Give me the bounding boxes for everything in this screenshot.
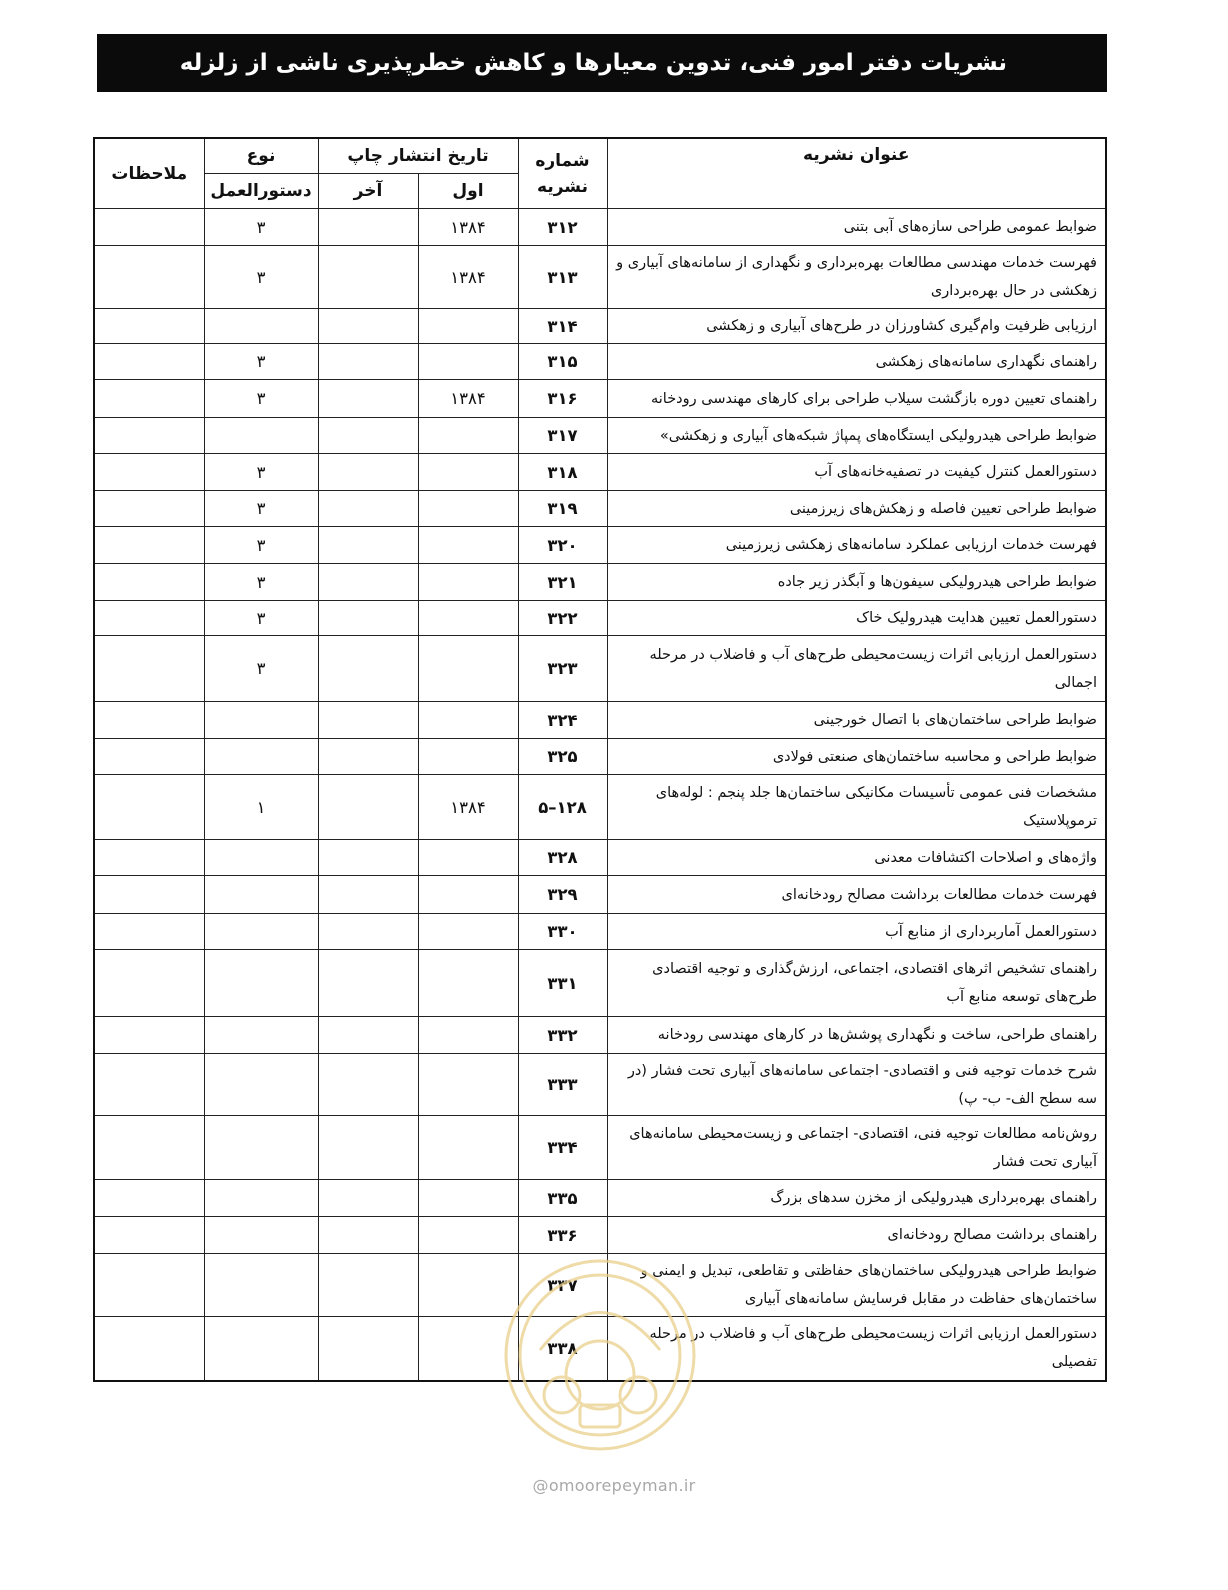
row-first-print-cell [418, 1116, 518, 1180]
row-title-cell: راهنمای برداشت مصالح رودخانه‌ای [607, 1217, 1106, 1254]
row-remarks-cell [94, 876, 204, 914]
table-row [94, 775, 1106, 840]
row-title-cell: ضوابط طراحی هیدرولیکی ساختمان‌های حفاظتی و تقاطعی، تبدیل و ایمنی و ساختمان‌های حفاظت در مقابل فرسایش سامانه‌های آبیاری [607, 1254, 1106, 1317]
row-last-print-cell [318, 491, 418, 527]
row-last-print-cell [318, 418, 418, 454]
row-last-print-cell [318, 702, 418, 739]
row-remarks-cell [94, 775, 204, 840]
row-last-print-cell [318, 246, 418, 309]
row-first-print-cell: ۱۳۸۴ [418, 246, 518, 309]
table-row [94, 950, 1106, 1017]
row-title-cell: فهرست خدمات ارزیابی عملکرد سامانه‌های زهکشی زیرزمینی [607, 527, 1106, 564]
row-number-cell: ۳۱۸ [518, 454, 607, 491]
row-title-cell: روش‌نامه مطالعات توجیه فنی، اقتصادی- اجتماعی و زیست‌محیطی سامانه‌های آبیاری تحت فشار [607, 1116, 1106, 1180]
row-type-cell [204, 914, 318, 950]
row-first-print-cell [418, 491, 518, 527]
row-title-cell: ضوابط طراحی هیدرولیکی سیفون‌ها و آبگذر زیر جاده [607, 564, 1106, 601]
row-remarks-cell [94, 1317, 204, 1381]
row-last-print-cell [318, 1116, 418, 1180]
row-type-cell: ۳ [204, 491, 318, 527]
table-row [94, 702, 1106, 739]
row-remarks-cell [94, 380, 204, 418]
row-title-cell: راهنمای طراحی، ساخت و نگهداری پوشش‌ها در کارهای مهندسی رودخانه [607, 1017, 1106, 1054]
column-header-number-line2: نشریه [537, 176, 588, 197]
row-title-cell: دستورالعمل ارزیابی اثرات زیست‌محیطی طرح‌های آب و فاضلاب در مرحله تفصیلی [607, 1317, 1106, 1381]
table-row [94, 601, 1106, 636]
column-header-date-group: تاریخ انتشار چاپ [318, 138, 518, 174]
row-type-cell: ۳ [204, 380, 318, 418]
row-title-cell: دستورالعمل تعیین هدایت هیدرولیک خاک [607, 601, 1106, 636]
row-remarks-cell [94, 636, 204, 702]
row-last-print-cell [318, 914, 418, 950]
row-remarks-cell [94, 950, 204, 1017]
row-type-cell [204, 1017, 318, 1054]
row-last-print-cell [318, 1317, 418, 1381]
row-title-cell: شرح خدمات توجیه فنی و اقتصادی- اجتماعی سامانه‌های آبیاری تحت فشار (در سه سطح الف- ب- پ) [607, 1054, 1106, 1116]
row-first-print-cell [418, 840, 518, 876]
row-number-cell: ۳۲۸ [518, 840, 607, 876]
column-header-remarks: ملاحظات [94, 138, 204, 209]
row-first-print-cell [418, 1180, 518, 1217]
row-last-print-cell [318, 527, 418, 564]
row-title-cell: ضوابط طراحی تعیین فاصله و زهکش‌های زیرزمینی [607, 491, 1106, 527]
row-number-cell: ۳۲۹ [518, 876, 607, 914]
table-row [94, 209, 1106, 246]
row-title-cell: ضوابط عمومی طراحی سازه‌های آبی بتنی [607, 209, 1106, 246]
row-remarks-cell [94, 1017, 204, 1054]
footer-website: @omoorepeyman.ir [532, 1476, 696, 1495]
row-remarks-cell [94, 601, 204, 636]
row-remarks-cell [94, 914, 204, 950]
table-row [94, 636, 1106, 702]
table-row [94, 418, 1106, 454]
table-row [94, 246, 1106, 309]
column-header-type-line1: نوع [204, 138, 318, 174]
table-row [94, 344, 1106, 380]
row-title-cell: دستورالعمل آماربرداری از منابع آب [607, 914, 1106, 950]
row-remarks-cell [94, 1054, 204, 1116]
row-last-print-cell [318, 739, 418, 775]
row-number-cell: ۳۱۷ [518, 418, 607, 454]
table-row [94, 309, 1106, 344]
row-remarks-cell [94, 702, 204, 739]
table-row [94, 380, 1106, 418]
row-type-cell [204, 1180, 318, 1217]
row-title-cell: دستورالعمل کنترل کیفیت در تصفیه‌خانه‌های آب [607, 454, 1106, 491]
row-last-print-cell [318, 380, 418, 418]
row-first-print-cell [418, 601, 518, 636]
row-title-cell: فهرست خدمات مهندسی مطالعات بهره‌برداری و نگهداری از سامانه‌های آبیاری و زهکشی در حال بهره‌برداری [607, 246, 1106, 309]
row-remarks-cell [94, 344, 204, 380]
table-row [94, 1116, 1106, 1180]
row-first-print-cell [418, 454, 518, 491]
row-number-cell: ۳۲۵ [518, 739, 607, 775]
row-remarks-cell [94, 209, 204, 246]
row-type-cell: ۳ [204, 209, 318, 246]
table-row [94, 1054, 1106, 1116]
row-first-print-cell [418, 309, 518, 344]
row-title-cell: مشخصات فنی عمومی تأسیسات مکانیکی ساختمان‌ها جلد پنجم : لوله‌های ترموپلاستیک [607, 775, 1106, 840]
row-type-cell [204, 840, 318, 876]
row-number-cell: ۳۱۲ [518, 209, 607, 246]
row-last-print-cell [318, 775, 418, 840]
row-remarks-cell [94, 1254, 204, 1317]
row-first-print-cell [418, 527, 518, 564]
row-title-cell: ضوابط طراحی هیدرولیکی ایستگاه‌های پمپاژ شبکه‌های آبیاری و زهکشی» [607, 418, 1106, 454]
row-title-cell: راهنمای بهره‌برداری هیدرولیکی از مخزن سدهای بزرگ [607, 1180, 1106, 1217]
table-row [94, 491, 1106, 527]
row-last-print-cell [318, 601, 418, 636]
row-last-print-cell [318, 876, 418, 914]
row-type-cell [204, 739, 318, 775]
row-first-print-cell [418, 1054, 518, 1116]
table-row [94, 1017, 1106, 1054]
row-number-cell: ۳۲۰ [518, 527, 607, 564]
column-header-title: عنوان نشریه [607, 138, 1106, 209]
row-number-cell: ۳۳۸ [518, 1317, 607, 1381]
watermark-logo [500, 1255, 700, 1455]
row-first-print-cell [418, 636, 518, 702]
row-type-cell: ۳ [204, 636, 318, 702]
row-type-cell: ۳ [204, 527, 318, 564]
row-last-print-cell [318, 309, 418, 344]
row-first-print-cell: ۱۳۸۴ [418, 380, 518, 418]
row-number-cell: ۳۲۲ [518, 601, 607, 636]
column-header-date-first: اول [418, 174, 518, 209]
table-header [94, 138, 1106, 209]
row-type-cell [204, 1217, 318, 1254]
row-last-print-cell [318, 1017, 418, 1054]
row-first-print-cell [418, 418, 518, 454]
table-row [94, 914, 1106, 950]
row-title-cell: واژه‌های و اصلاحات اکتشافات معدنی [607, 840, 1106, 876]
row-first-print-cell: ۱۳۸۴ [418, 775, 518, 840]
row-type-cell: ۱ [204, 775, 318, 840]
row-first-print-cell [418, 876, 518, 914]
row-remarks-cell [94, 1217, 204, 1254]
row-remarks-cell [94, 564, 204, 601]
row-number-cell: ۳۱۹ [518, 491, 607, 527]
row-first-print-cell [418, 344, 518, 380]
row-title-cell: راهنمای تعیین دوره بازگشت سیلاب طراحی برای کارهای مهندسی رودخانه [607, 380, 1106, 418]
row-last-print-cell [318, 1217, 418, 1254]
row-title-cell: فهرست خدمات مطالعات برداشت مصالح رودخانه‌ای [607, 876, 1106, 914]
row-number-cell: ۳۱۵ [518, 344, 607, 380]
row-last-print-cell [318, 344, 418, 380]
row-type-cell [204, 876, 318, 914]
row-last-print-cell [318, 209, 418, 246]
row-last-print-cell [318, 454, 418, 491]
row-title-cell: ضوابط طراحی و محاسبه ساختمان‌های صنعتی فولادی [607, 739, 1106, 775]
row-last-print-cell [318, 1180, 418, 1217]
row-last-print-cell [318, 1054, 418, 1116]
row-last-print-cell [318, 564, 418, 601]
column-header-number-line1: شماره [535, 150, 590, 171]
row-type-cell [204, 309, 318, 344]
row-last-print-cell [318, 1254, 418, 1317]
column-header-type-line2: دستورالعمل [204, 174, 318, 209]
column-header-number [518, 138, 607, 209]
row-last-print-cell [318, 636, 418, 702]
row-last-print-cell [318, 950, 418, 1017]
table-row [94, 1217, 1106, 1254]
row-number-cell: ۳۳۴ [518, 1116, 607, 1180]
row-number-cell: ۳۳۱ [518, 950, 607, 1017]
row-number-cell: ۳۳۰ [518, 914, 607, 950]
page-title: نشریات دفتر امور فنی، تدوین معیارها و کاهش خطرپذیری ناشی از زلزله [179, 50, 1007, 76]
row-type-cell: ۳ [204, 454, 318, 491]
row-remarks-cell [94, 454, 204, 491]
row-title-cell: راهنمای تشخیص اثرهای اقتصادی، اجتماعی، ارزش‌گذاری و توجیه اقتصادی طرح‌های توسعه منابع آب [607, 950, 1106, 1017]
row-remarks-cell [94, 840, 204, 876]
row-type-cell: ۳ [204, 246, 318, 309]
row-number-cell: ۳۲۳ [518, 636, 607, 702]
row-remarks-cell [94, 418, 204, 454]
row-title-cell: ارزیابی ظرفیت وام‌گیری کشاورزان در طرح‌های آبیاری و زهکشی [607, 309, 1106, 344]
row-remarks-cell [94, 309, 204, 344]
row-remarks-cell [94, 1116, 204, 1180]
page-title-banner [97, 34, 1107, 92]
row-type-cell: ۳ [204, 344, 318, 380]
row-number-cell: ۳۱۳ [518, 246, 607, 309]
row-number-cell: ۳۳۷ [518, 1254, 607, 1317]
table-body [94, 209, 1106, 1381]
row-number-cell: ۳۱۴ [518, 309, 607, 344]
row-remarks-cell [94, 739, 204, 775]
row-remarks-cell [94, 1180, 204, 1217]
row-type-cell [204, 1254, 318, 1317]
row-type-cell [204, 1317, 318, 1381]
row-first-print-cell [418, 950, 518, 1017]
row-first-print-cell [418, 1017, 518, 1054]
row-type-cell: ۳ [204, 564, 318, 601]
table-row [94, 1180, 1106, 1217]
row-title-cell: دستورالعمل ارزیابی اثرات زیست‌محیطی طرح‌های آب و فاضلاب در مرحله اجمالی [607, 636, 1106, 702]
row-type-cell [204, 702, 318, 739]
row-type-cell: ۳ [204, 601, 318, 636]
row-title-cell: راهنمای نگهداری سامانه‌های زهکشی [607, 344, 1106, 380]
table-row [94, 840, 1106, 876]
row-remarks-cell [94, 246, 204, 309]
row-type-cell [204, 1116, 318, 1180]
row-number-cell: ۱۲۸–۵ [518, 775, 607, 840]
row-first-print-cell [418, 739, 518, 775]
table-row [94, 564, 1106, 601]
row-first-print-cell [418, 564, 518, 601]
row-remarks-cell [94, 491, 204, 527]
row-first-print-cell [418, 914, 518, 950]
row-number-cell: ۳۳۶ [518, 1217, 607, 1254]
row-number-cell: ۳۳۳ [518, 1054, 607, 1116]
row-number-cell: ۳۳۵ [518, 1180, 607, 1217]
row-title-cell: ضوابط طراحی ساختمان‌های با اتصال خورجینی [607, 702, 1106, 739]
column-header-date-last: آخر [318, 174, 418, 209]
row-first-print-cell: ۱۳۸۴ [418, 209, 518, 246]
row-first-print-cell [418, 1217, 518, 1254]
row-type-cell [204, 1054, 318, 1116]
row-number-cell: ۳۱۶ [518, 380, 607, 418]
table-row [94, 454, 1106, 491]
row-number-cell: ۳۲۴ [518, 702, 607, 739]
row-type-cell [204, 950, 318, 1017]
row-remarks-cell [94, 527, 204, 564]
publications-table [93, 137, 1107, 1382]
table-row [94, 527, 1106, 564]
table-row [94, 739, 1106, 775]
row-number-cell: ۳۳۲ [518, 1017, 607, 1054]
row-number-cell: ۳۲۱ [518, 564, 607, 601]
row-last-print-cell [318, 840, 418, 876]
table-row [94, 876, 1106, 914]
row-type-cell [204, 418, 318, 454]
row-first-print-cell [418, 702, 518, 739]
